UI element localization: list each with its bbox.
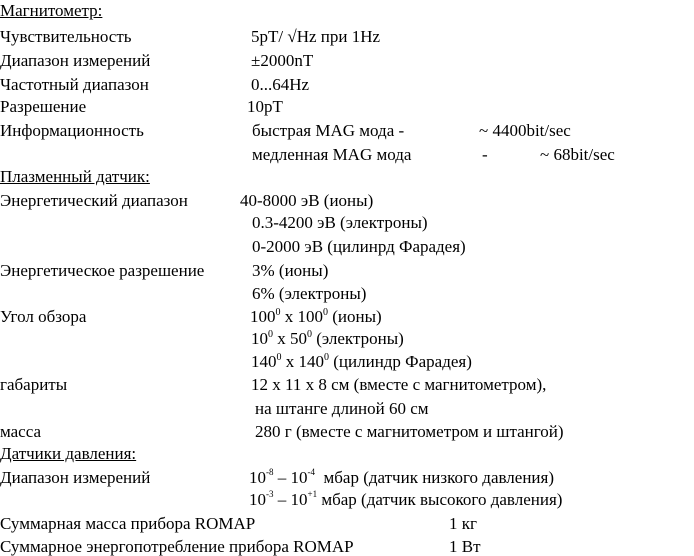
info-fast-value: ~ 4400bit/sec <box>479 121 571 140</box>
plasma-heading: Плазменный датчик: <box>0 167 150 186</box>
freq-value: 0...64Hz <box>251 75 310 94</box>
info-fast-mode: быстрая MAG мода - <box>252 121 405 140</box>
energy-range-electrons: 0.3-4200 эВ (электроны) <box>252 213 428 232</box>
total-power-label: Суммарное энергопотребление прибора ROMAP <box>0 537 354 556</box>
dimensions-value-2: на штанге длиной 60 см <box>255 399 429 418</box>
pressure-range-label: Диапазон измерений <box>0 468 151 487</box>
dimensions-value: 12 x 11 x 8 см (вместе с магнитометром), <box>251 375 547 394</box>
view-angle-ions: $100^0$ x $100^0$ (ионы) <box>250 307 382 326</box>
mag-range-value: ±2000nT <box>251 51 314 70</box>
total-mass-label: Суммарная масса прибора ROMAP <box>0 514 256 533</box>
total-power-value: 1 Вт <box>449 537 481 556</box>
sensitivity-label: Чувствительность <box>0 27 132 46</box>
pressure-range-low: $10^{-8} - 10^{-4}$ мбар (датчик низкого давления) <box>249 467 555 487</box>
view-angle-faraday: $140^0$ x $140^0$ (цилиндр Фарадея) <box>251 352 472 371</box>
pressure-heading: Датчики давления: <box>0 444 137 463</box>
energy-range-ions: 40-8000 эВ (ионы) <box>240 191 374 210</box>
view-angle-label: Угол обзора <box>0 307 87 326</box>
magnetometer-heading: Магнитометр: <box>0 1 103 20</box>
dimensions-label: габариты <box>0 375 68 394</box>
view-angle-electrons: $10^0$ x $50^0$ (электроны) <box>251 329 404 348</box>
resolution-value: 10pT <box>247 97 283 116</box>
resolution-label: Разрешение <box>0 97 87 116</box>
info-slow-mode: медленная MAG мода <box>252 145 412 164</box>
info-slow-value: ~ 68bit/sec <box>540 145 615 164</box>
energy-range-faraday: 0-2000 эВ (цилинрд Фарадея) <box>252 237 466 256</box>
info-slow-dash: - <box>482 145 488 164</box>
energy-resolution-label: Энергетическое разрешение <box>0 261 205 280</box>
energy-resolution-electrons: 6% (электроны) <box>252 284 367 303</box>
mass-label: масса <box>0 422 42 441</box>
total-mass-value: 1 кг <box>449 514 477 533</box>
energy-resolution-ions: 3% (ионы) <box>252 261 329 280</box>
info-label: Информационность <box>0 121 144 140</box>
mag-range-label: Диапазон измерений <box>0 51 151 70</box>
energy-range-label: Энергетический диапазон <box>0 191 188 210</box>
sensitivity-value: 5pT/ √Hz при 1Hz <box>251 27 381 46</box>
mass-value: 280 г (вместе с магнитометром и штангой) <box>255 422 564 441</box>
freq-label: Частотный диапазон <box>0 75 149 94</box>
pressure-range-high: $10^{-3} - 10^{+1}$ мбар (датчик высокого давления) <box>249 489 563 509</box>
